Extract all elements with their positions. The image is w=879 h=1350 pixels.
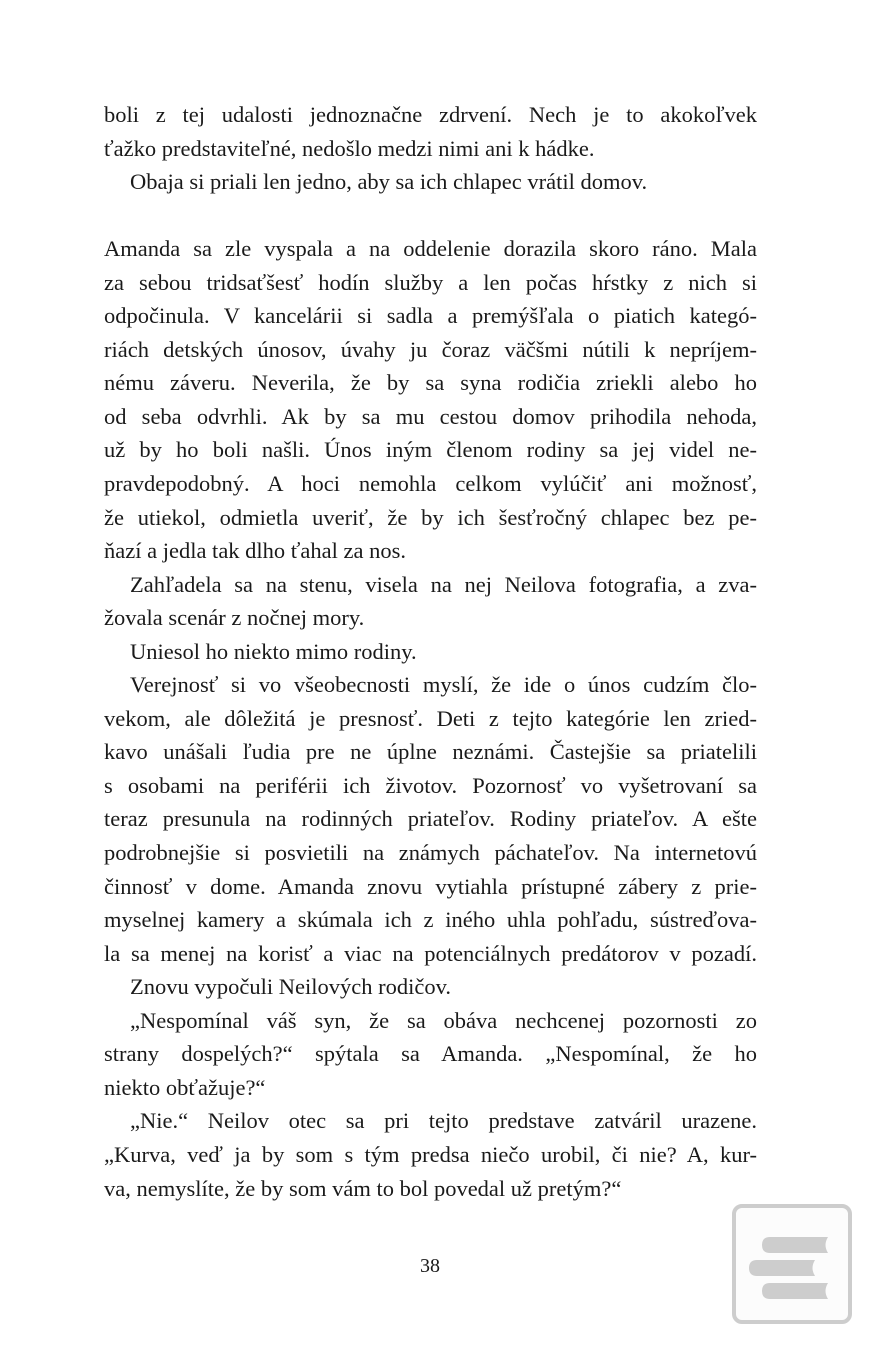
body-text — [104, 98, 757, 1205]
text-line: že utiekol, odmietla uveriť, že by ich šesťročný chlapec bez pe- — [104, 504, 757, 530]
text-line: riách detských únosov, úvahy ju čoraz väčšmi nútili k nepríjem- — [104, 336, 757, 362]
text-line: „Kurva, veď ja by som s tým predsa niečo urobil, či nie? A, kur- — [104, 1141, 757, 1167]
text-line: strany dospelých?“ spýtala sa Amanda. „Nespomínal, že ho — [104, 1041, 757, 1067]
text-line: od seba odvrhli. Ak by sa mu cestou domov prihodila nehoda, — [104, 403, 757, 429]
book-bottom — [762, 1283, 828, 1299]
watermark-badge — [732, 1204, 852, 1324]
text-line: Obaja si priali len jedno, aby sa ich chlapec vrátil domov. — [130, 169, 648, 195]
text-line: podrobnejšie si posvietili na známych páchateľov. Na internetovú — [104, 840, 757, 866]
text-line: „Nespomínal váš syn, že sa obáva nechcenej pozornosti zo — [130, 1007, 757, 1033]
text-line: odpočinula. V kancelárii si sadla a premýšľala o piatich kategó- — [104, 303, 757, 329]
text-line: ňazí a jedla tak dlho ťahal za nos. — [104, 538, 406, 564]
text-line: s osobami na periférii ich životov. Pozornosť vo vyšetrovaní sa — [104, 772, 757, 798]
text-line: Zahľadela sa na stenu, visela na nej Neilova fotografia, a zva- — [130, 571, 757, 597]
book-middle — [749, 1260, 815, 1276]
text-line: teraz presunula na rodinných priateľov. Rodiny priateľov. A ešte — [104, 806, 757, 832]
book-top — [762, 1237, 828, 1253]
text-line: Verejnosť si vo všeobecnosti myslí, že ide o únos cudzím člo- — [130, 672, 757, 698]
text-line: myselnej kamery a skúmala ich z iného uhla pohľadu, sústreďova- — [104, 907, 757, 933]
text-line: „Nie.“ Neilov otec sa pri tejto predstave zatváril urazene. — [130, 1108, 757, 1134]
book-stack-icon — [736, 1208, 848, 1320]
section-break — [104, 199, 757, 233]
text-line: pravdepodobný. A hoci nemohla celkom vylúčiť ani možnosť, — [104, 471, 757, 497]
text-line: žovala scenár z nočnej mory. — [104, 605, 365, 631]
text-line: va, nemyslíte, že by som vám to bol povedal už pretým?“ — [104, 1175, 622, 1201]
text-line: niekto obťažuje?“ — [104, 1074, 266, 1100]
text-line: už by ho boli našli. Únos iným členom rodiny sa jej videl ne- — [104, 437, 757, 463]
text-line: Uniesol ho niekto mimo rodiny. — [130, 638, 417, 664]
text-line: boli z tej udalosti jednoznačne zdrvení. Nech je to akokoľvek — [104, 102, 757, 127]
text-line: kavo unášali ľudia pre ne úplne neznámi. Častejšie sa priatelili — [104, 739, 757, 765]
text-line: činnosť v dome. Amanda znovu vytiahla prístupné zábery z prie- — [104, 873, 757, 899]
page-number: 38 — [420, 1255, 440, 1277]
text-line: la sa menej na korisť a viac na potenciálnych predátorov v pozadí. — [104, 940, 757, 966]
text-line: Amanda sa zle vyspala a na oddelenie dorazila skoro ráno. Mala — [104, 236, 757, 262]
text-line: Znovu vypočuli Neilových rodičov. — [130, 974, 451, 1000]
text-line: nému záveru. Neverila, že by sa syna rodičia zriekli alebo ho — [104, 370, 757, 396]
text-line: za sebou tridsaťšesť hodín služby a len počas hŕstky z nich si — [104, 269, 757, 295]
text-line: ťažko predstaviteľné, nedošlo medzi nimi ani k hádke. — [104, 135, 595, 161]
text-line: vekom, ale dôležitá je presnosť. Deti z tejto kategórie len zried- — [104, 705, 757, 731]
